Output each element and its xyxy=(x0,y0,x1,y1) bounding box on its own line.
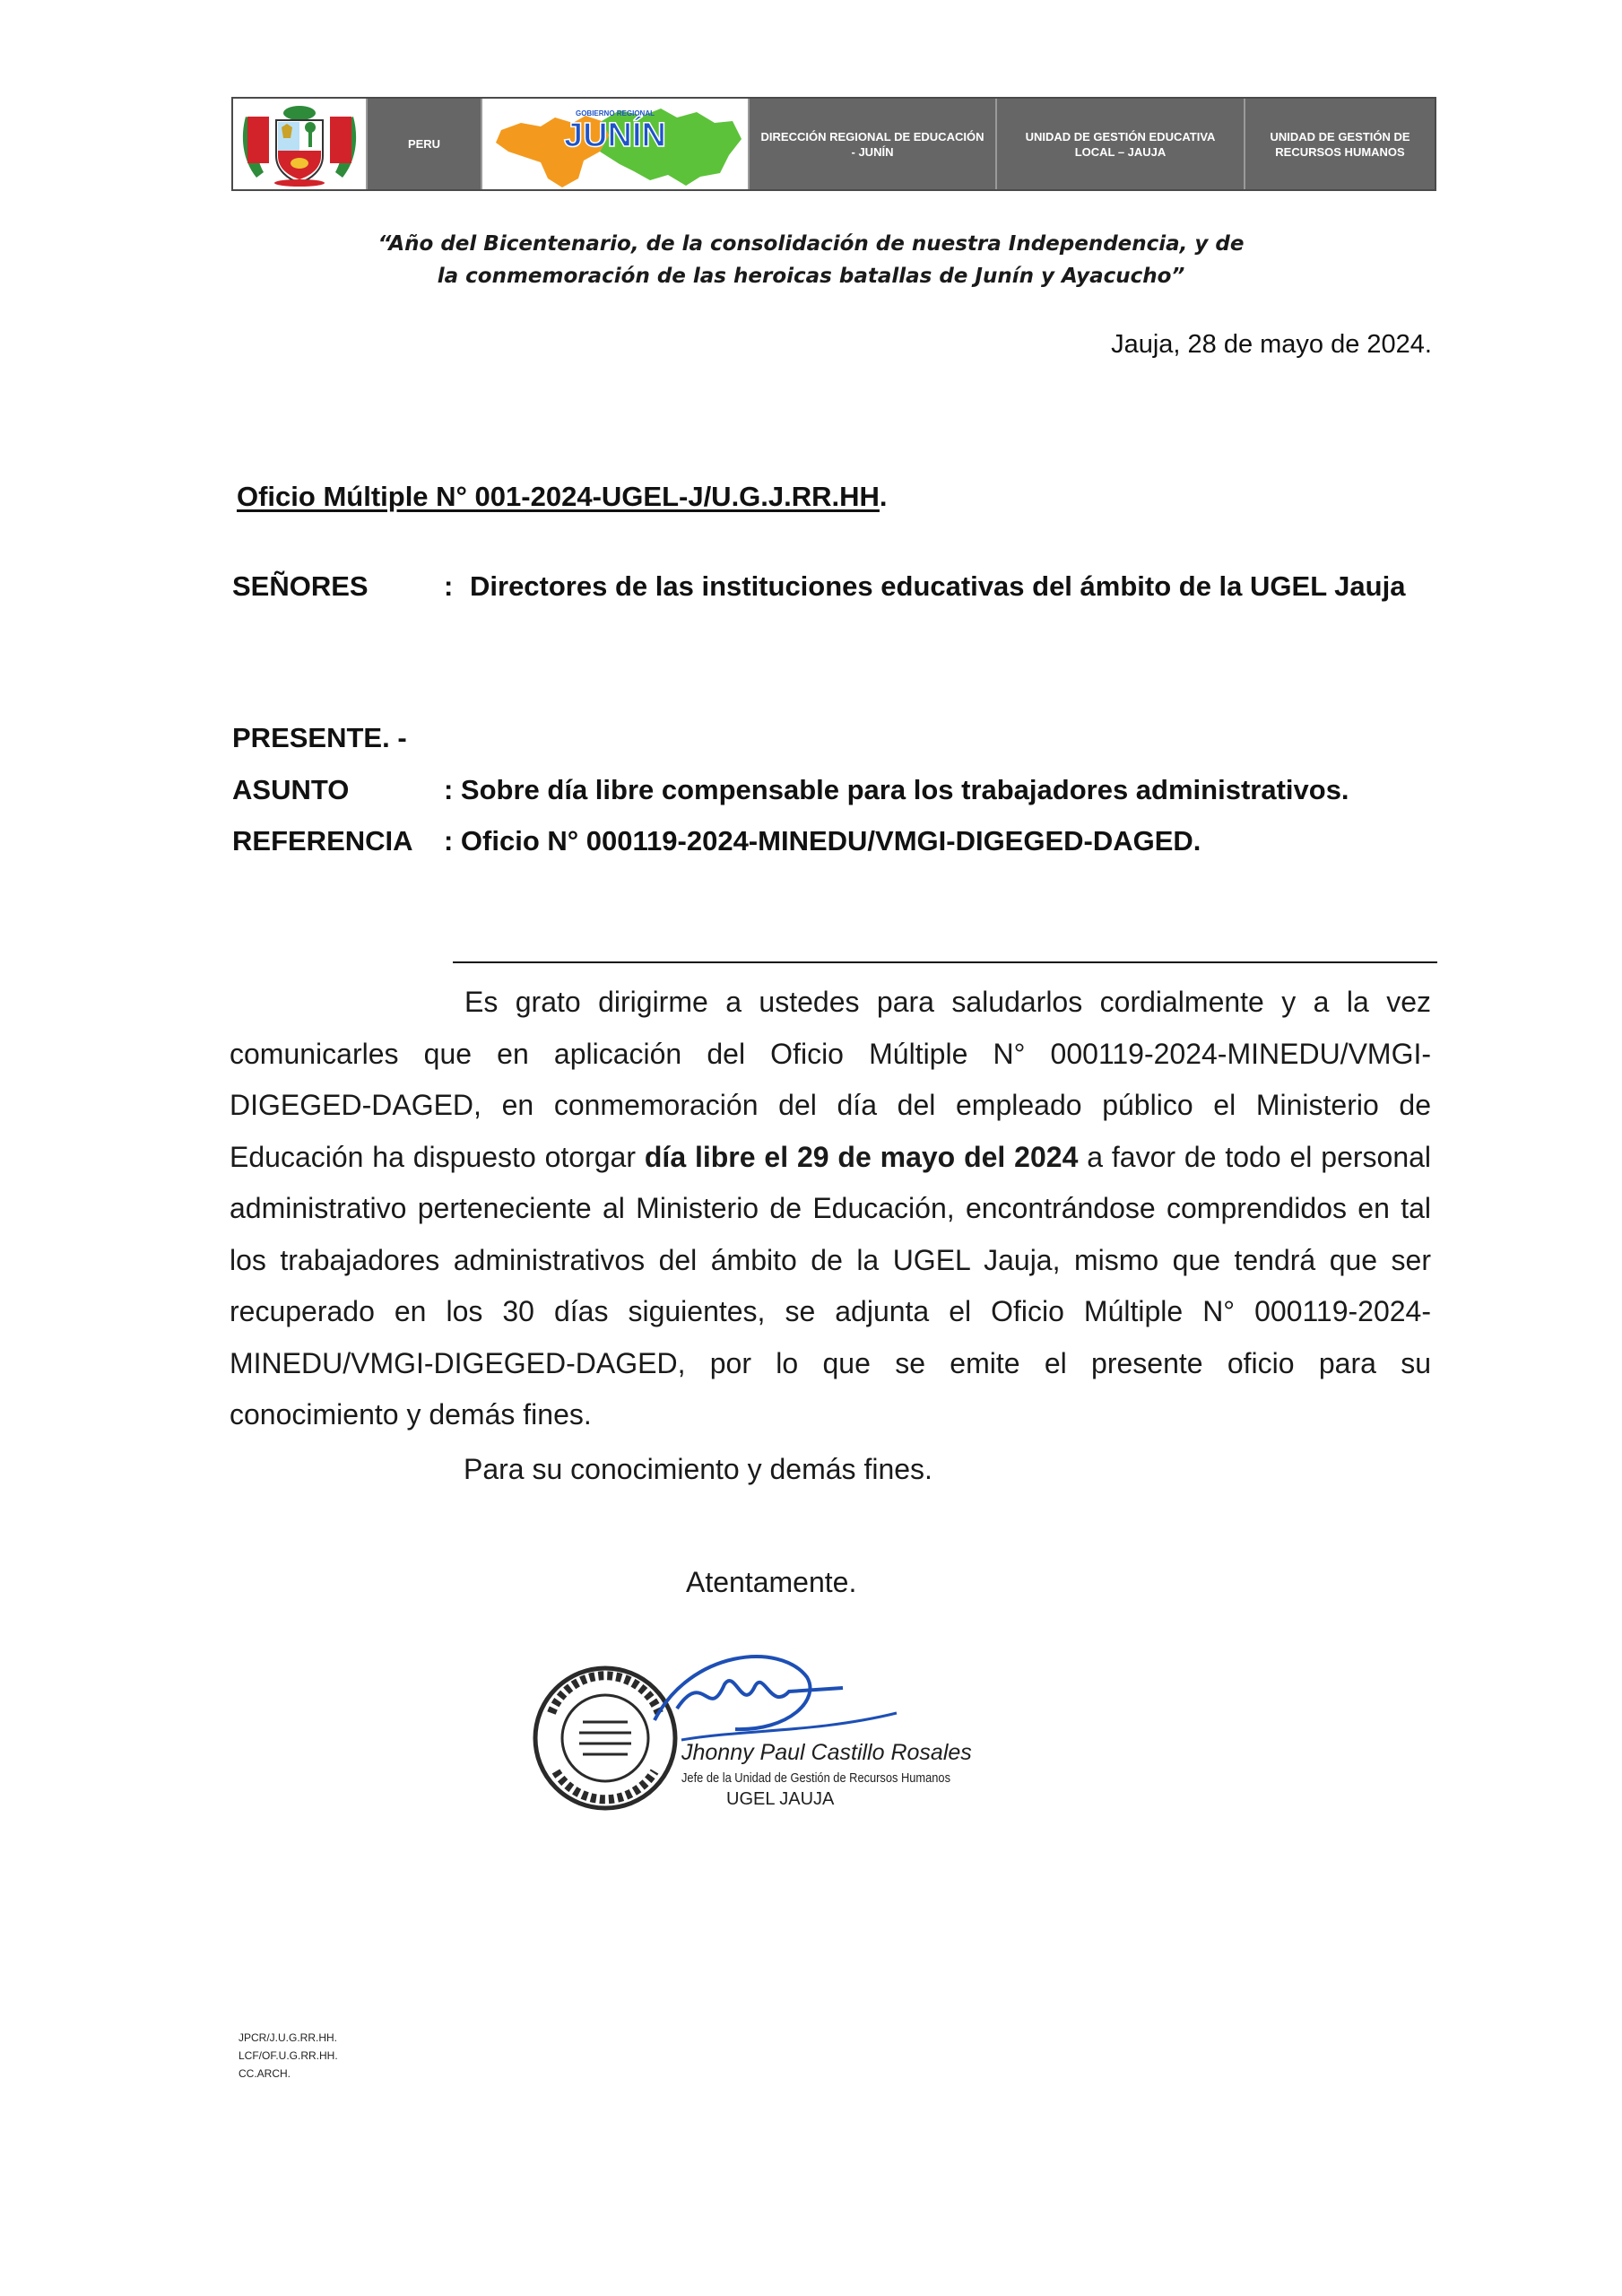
initials-line: CC.ARCH. xyxy=(239,2067,291,2080)
presente-label: PRESENTE. - xyxy=(232,722,407,753)
body-text-part-2: a favor de todo el personal administrativo perteneciente al Ministerio de Educación, encontrándose comprendidos en tal los trabajadores administrativos del ámbito de la UGEL Jauja, mismo que tendrá que ser recuperado en los 30 días siguientes, se adjunta el Oficio Múltiple N° 000119-2024-MINEDU/VMGI-DIGEGED-DAGED, por lo que se emite el presente oficio para su conocimiento y demás fines. xyxy=(230,1140,1432,1431)
senores-value: Directores de las instituciones educativas del ámbito de la UGEL Jauja xyxy=(470,570,1406,602)
official-seal-icon xyxy=(535,1668,675,1808)
referencia-label: REFERENCIA xyxy=(232,825,413,857)
document-date: Jauja, 28 de mayo de 2024. xyxy=(1111,330,1432,359)
separator-line xyxy=(453,961,1437,963)
motto-line-2: la conmemoración de las heroicas batallas de Junín y Ayacucho” xyxy=(437,265,1185,288)
body-paragraph xyxy=(230,977,1431,1441)
letterhead xyxy=(231,97,1436,191)
handwritten-signature-icon xyxy=(655,1657,897,1740)
asunto-value: : Sobre día libre compensable para los trabajadores administrativos. xyxy=(444,774,1349,805)
signatory-name: Jhonny Paul Castillo Rosales xyxy=(681,1740,972,1765)
senores-label: SEÑORES xyxy=(232,570,369,602)
asunto-label: ASUNTO xyxy=(232,774,350,805)
coat-of-arms-icon xyxy=(237,100,362,188)
oficio-number-text: Oficio Múltiple N° 001-2024-UGEL-J/U.G.J.RR.HH xyxy=(237,481,880,512)
ugel-label: UNIDAD DE GESTIÓN EDUCATIVA LOCAL – JAUJA xyxy=(995,99,1244,189)
referencia-value: : Oficio N° 000119-2024-MINEDU/VMGI-DIGEGED-DAGED. xyxy=(444,825,1201,857)
closing-line: Para su conocimiento y demás fines. xyxy=(464,1453,932,1485)
rrhh-label: UNIDAD DE GESTIÓN DE RECURSOS HUMANOS xyxy=(1244,99,1435,189)
atentamente: Atentamente. xyxy=(686,1566,857,1598)
svg-text:JUNÍN: JUNÍN xyxy=(563,116,667,154)
junin-logo xyxy=(481,99,748,189)
reference-initials xyxy=(239,2029,338,2083)
body-highlight: día libre el 29 de mayo del 2024 xyxy=(644,1140,1079,1173)
initials-line: JPCR/J.U.G.RR.HH. xyxy=(239,2031,338,2044)
dre-label: DIRECCIÓN REGIONAL DE EDUCACIÓN - JUNÍN xyxy=(748,99,995,189)
motto-line-1: “Año del Bicentenario, de la consolidación de nuestra Independencia, y de xyxy=(377,232,1245,256)
signatory-org: UGEL JAUJA xyxy=(726,1789,835,1809)
svg-text:GOBIERNO REGIONAL: GOBIERNO REGIONAL xyxy=(575,109,655,117)
junin-map-logo-icon xyxy=(485,100,745,189)
year-motto xyxy=(0,228,1622,292)
peru-coat-of-arms xyxy=(233,99,366,189)
oficio-number xyxy=(237,481,888,513)
initials-line: LCF/OF.U.G.RR.HH. xyxy=(239,2049,338,2062)
signatory-title: Jefe de la Unidad de Gestión de Recursos Humanos xyxy=(681,1770,950,1786)
body-text-part-1: Es grato dirigirme a ustedes para saludarlos cordialmente y a la vez comunicarles que en aplicación del Oficio Múltiple N° 000119-2024-MINEDU/VMGI-DIGEGED-DAGED, en conmemoración del día del empleado público el Ministerio de Educación ha dispuesto otorgar xyxy=(230,986,1431,1173)
oficio-number-period: . xyxy=(879,481,888,512)
country-label: PERU xyxy=(366,99,481,189)
senores-colon: : xyxy=(444,570,454,602)
signature-block xyxy=(520,1614,986,1857)
